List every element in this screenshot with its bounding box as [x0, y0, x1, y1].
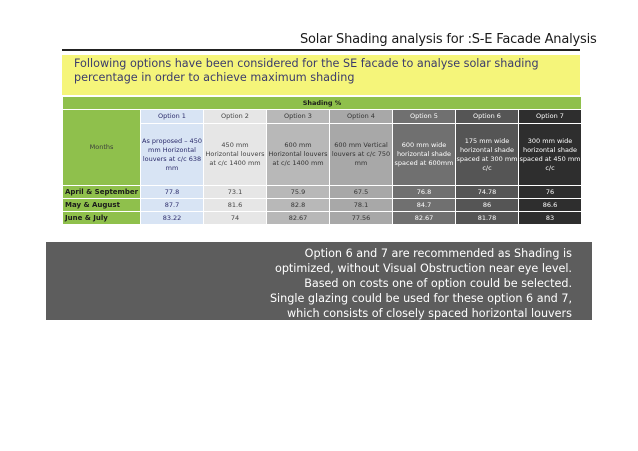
period-label: April & September	[63, 186, 141, 199]
option-description: 600 mm Vertical louvers at c/c 750 mm	[330, 124, 393, 186]
option-header: Option 7	[519, 110, 582, 124]
table-cell: 87.7	[141, 199, 204, 212]
option-header: Option 1	[141, 110, 204, 124]
table-cell: 81.6	[204, 199, 267, 212]
table-row	[63, 199, 582, 212]
months-header: Months	[63, 110, 141, 186]
note-line: Based on costs one of option could be selected.	[304, 277, 572, 290]
table-cell: 83	[519, 212, 582, 225]
note-line: Single glazing could be used for these option 6 and 7,	[269, 292, 572, 305]
recommendation-note	[46, 242, 592, 320]
table-cell: 83.22	[141, 212, 204, 225]
table-cell: 74.78	[456, 186, 519, 199]
period-label: June & July	[63, 212, 141, 225]
title-divider	[62, 49, 580, 51]
table-cell: 82.67	[393, 212, 456, 225]
note-line: optimized, without Visual Obstruction near eye level.	[274, 262, 572, 275]
shading-group-header: Shading %	[63, 97, 582, 110]
option-description: 600 mm Horizontal louvers at c/c 1400 mm	[267, 124, 330, 186]
option-header: Option 6	[456, 110, 519, 124]
table-cell: 74	[204, 212, 267, 225]
option-description: 600 mm wide horizontal shade spaced at 600mm	[393, 124, 456, 186]
table-row	[63, 212, 582, 225]
option-description: 450 mm Horizontal louvers at c/c 1400 mm	[204, 124, 267, 186]
table-cell: 76.8	[393, 186, 456, 199]
table-cell: 67.5	[330, 186, 393, 199]
table-cell: 84.7	[393, 199, 456, 212]
note-line: which consists of closely spaced horizontal louvers	[286, 307, 572, 320]
table-cell: 82.8	[267, 199, 330, 212]
intro-text: Following options have been considered for the SE facade to analyse solar shading percentage in order to achieve maximum shading	[62, 55, 580, 95]
option-description: 300 mm wide horizontal shade spaced at 450 mm c/c	[519, 124, 582, 186]
page-title: Solar Shading analysis for :S-E Facade Analysis	[300, 32, 597, 47]
table-cell: 78.1	[330, 199, 393, 212]
table-cell: 77.56	[330, 212, 393, 225]
option-description: 175 mm wide horizontal shade spaced at 300 mm c/c	[456, 124, 519, 186]
table-cell: 82.67	[267, 212, 330, 225]
period-label: May & August	[63, 199, 141, 212]
table-cell: 86	[456, 199, 519, 212]
table-cell: 73.1	[204, 186, 267, 199]
table-cell: 86.6	[519, 199, 582, 212]
table-cell: 81.78	[456, 212, 519, 225]
option-header: Option 2	[204, 110, 267, 124]
table-cell: 77.8	[141, 186, 204, 199]
table-cell: 76	[519, 186, 582, 199]
table-cell: 75.9	[267, 186, 330, 199]
option-header: Option 4	[330, 110, 393, 124]
option-description: As proposed – 450 mm Horizontal louvers at c/c 638 mm	[141, 124, 204, 186]
table-row	[63, 186, 582, 199]
option-header: Option 3	[267, 110, 330, 124]
shading-table	[62, 96, 582, 225]
option-header: Option 5	[393, 110, 456, 124]
note-line: Option 6 and 7 are recommended as Shading is	[304, 247, 572, 260]
